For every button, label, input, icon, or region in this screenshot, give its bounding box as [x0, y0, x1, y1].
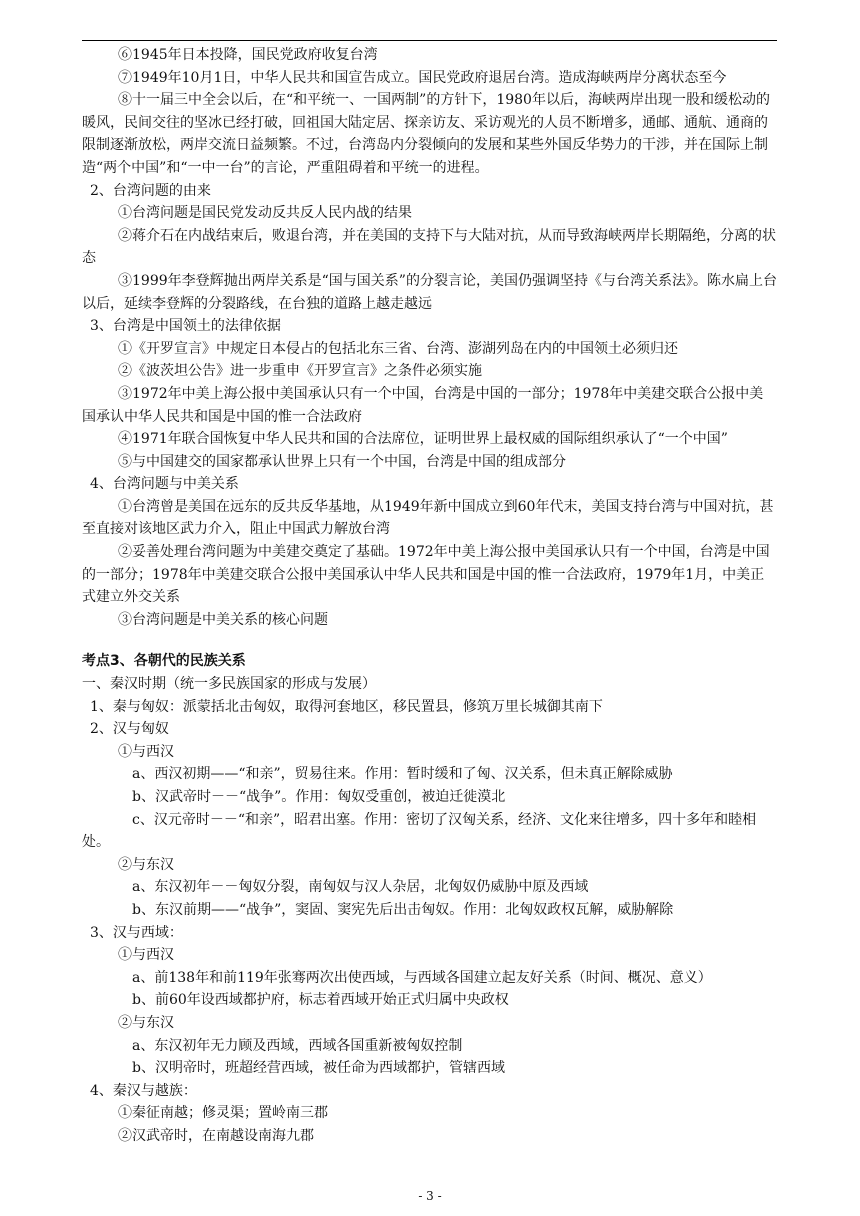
text-line: ⑥1945年日本投降，国民党政府收复台湾 [118, 47, 378, 63]
text-line: ④1971年联合国恢复中华人民共和国的合法席位，证明世界上最权威的国际组织承认了“一个中国” [118, 431, 728, 448]
text-line: ②《波茨坦公告》进一步重申《开罗宣言》之条件必须实施 [118, 363, 482, 380]
text-line: 2、台湾问题的由来 [90, 182, 211, 199]
text-line: a、东汉初年－－匈奴分裂，南匈奴与汉人杂居，北匈奴仍威胁中原及西域 [132, 879, 589, 896]
text-line: a、东汉初年无力顾及西域，西域各国重新被匈奴控制 [132, 1037, 463, 1054]
text-line: a、西汉初期——“和亲”，贸易往来。作用：暂时缓和了匈、汉关系，但未真正解除威胁 [132, 766, 673, 783]
page-number: - 3 - [418, 1189, 442, 1203]
text-line: 一、秦汉时期（统一多民族国家的形成与发展） [82, 676, 376, 693]
text-line: 1、秦与匈奴：派蒙括北击匈奴，取得河套地区，移民置县，修筑万里长城御其南下 [90, 698, 603, 715]
text-line: ①台湾问题是国民党发动反共反人民内战的结果 [118, 205, 412, 222]
text-line: ①台湾曾是美国在远东的反共反华基地，从1949年新中国成立到60年代末，美国支持台湾与中国对抗，甚至直接对该地区武力介入，阻止中国武力解放台湾 [82, 498, 774, 538]
text-line: b、汉明帝时，班超经营西域，被任命为西域都护，管辖西域 [132, 1060, 505, 1077]
text-line: ①与西汉 [118, 743, 174, 760]
header-rule [82, 40, 777, 41]
section-heading: 考点3、各朝代的民族关系 [82, 653, 246, 670]
text-line: 2、汉与匈奴 [90, 721, 169, 738]
text-line: a、前138年和前119年张骞两次出使西域，与西域各国建立起友好关系（时间、概况、意义） [132, 969, 712, 986]
text-line: 4、台湾问题与中美关系 [90, 476, 239, 493]
text-line: ①秦征南越；修灵渠；置岭南三郡 [118, 1105, 328, 1122]
text-line: 3、台湾是中国领土的法律依据 [90, 318, 281, 335]
text-line: ①与西汉 [118, 947, 174, 964]
text-line: 3、汉与西域： [90, 924, 183, 941]
text-line: ⑤与中国建交的国家都承认世界上只有一个中国，台湾是中国的组成部分 [118, 453, 566, 470]
text-line: b、前60年设西域都护府，标志着西域开始正式归属中央政权 [132, 992, 509, 1009]
text-line: ②与东汉 [118, 856, 174, 873]
text-line: ②蒋介石在内战结束后，败退台湾，并在美国的支持下与大陆对抗，从而导致海峡两岸长期隔绝，分离的状态 [82, 227, 776, 267]
text-line: b、东汉前期——“战争”，窦固、窦宪先后出击匈奴。作用：北匈奴政权瓦解，威胁解除 [132, 901, 674, 918]
text-line: ①《开罗宣言》中规定日本侵占的包括北东三省、台湾、澎湖列岛在内的中国领土必须归还 [118, 340, 678, 357]
text-line: 4、秦汉与越族： [90, 1082, 197, 1099]
text-line: ③1972年中美上海公报中美国承认只有一个中国，台湾是中国的一部分；1978年中美建交联合公报中美国承认中华人民共和国是中国的惟一合法政府 [82, 385, 764, 425]
text-line: ③1999年李登辉抛出两岸关系是“国与国关系”的分裂言论，美国仍强调坚持《与台湾关系法》。陈水扁上台以后，延续李登辉的分裂路线，在台独的道路上越走越远 [82, 272, 777, 312]
text-line: ②妥善处理台湾问题为中美建交奠定了基础。1972年中美上海公报中美国承认只有一个中国，台湾是中国的一部分；1978年中美建交联合公报中美国承认中华人民共和国是中国的惟一合法政府，1979年1月，中美正式建立外交关系 [82, 544, 770, 606]
document-body [82, 44, 777, 1148]
text-line: b、汉武帝时－－“战争”。作用：匈奴受重创，被迫迁徙漠北 [132, 789, 506, 805]
text-line: ②与东汉 [118, 1014, 174, 1031]
text-line: ⑦1949年10月1日，中华人民共和国宣告成立。国民党政府退居台湾。造成海峡两岸分离状态至今 [118, 69, 727, 86]
text-line: ③台湾问题是中美关系的核心问题 [118, 611, 328, 628]
text-line: ②汉武帝时，在南越设南海九郡 [118, 1127, 314, 1144]
text-line: ⑧十一届三中全会以后，在“和平统一、一国两制”的方针下，1980年以后，海峡两岸出现一股和缓松动的暖风，民间交往的坚冰已经打破，回祖国大陆定居、探亲访友、采访观光的人员不断增多，通邮、通航、通商的限制逐渐放松，两岸交流日益频繁。不过，台湾岛内分裂倾向的发展和某些外国反华势力的干涉，并在国际上制造“两个中国”和“一中一台”的言论，严重阻碍着和平统一的进程。 [82, 92, 770, 176]
text-line: c、汉元帝时－－“和亲”，昭君出塞。作用：密切了汉匈关系，经济、文化来往增多，四十多年和睦相处。 [82, 811, 757, 851]
